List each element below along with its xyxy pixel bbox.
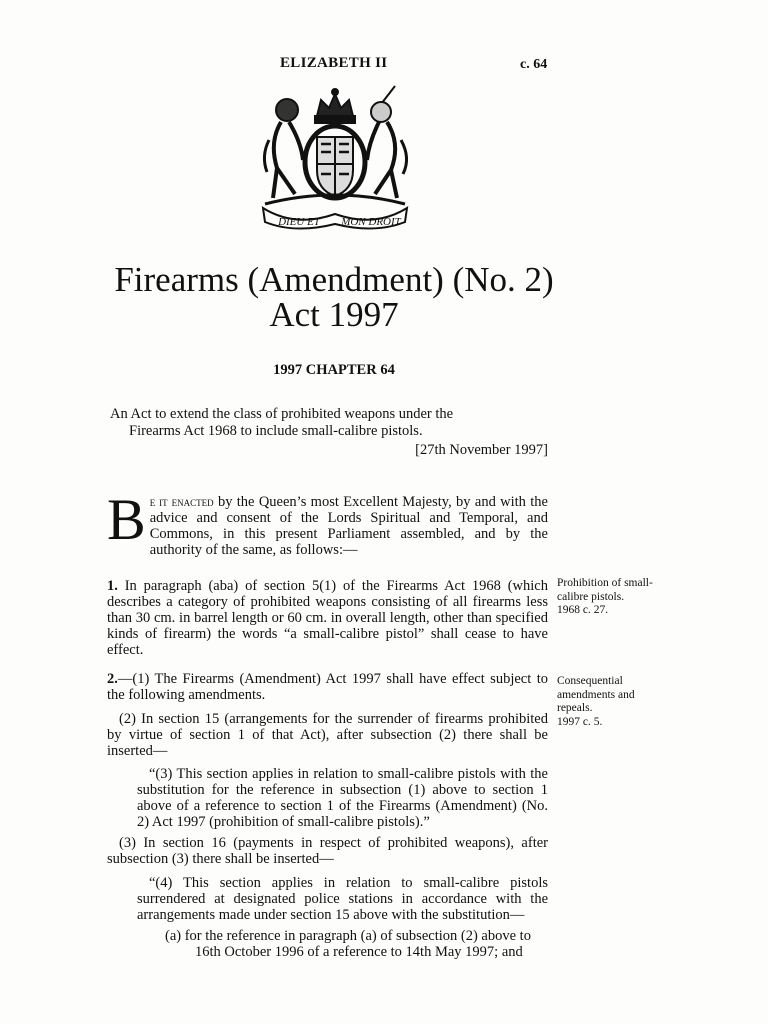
motto-left: DIEU ET xyxy=(278,216,320,228)
enacting-smallcaps: e it enacted xyxy=(149,494,214,509)
section-2-subsection-2: (2) In section 15 (arrangements for the surrender of firearms prohibited by virtue of section 1 of that Act), after subsection (2) there shall be inserted— xyxy=(107,711,548,759)
margin-citation: 1997 c. 5. xyxy=(557,715,603,728)
inserted-text-subsection-4: “(4) This section applies in relation to small-calibre pistols surrendered at designated police stations in accordance with the arrangements made under section 15 above with the substitution— xyxy=(137,875,548,923)
inserted-text-subsection-3: “(3) This section applies in relation to small-calibre pistols with the substitution for the reference in subsection (1) above to section 1 above of a reference to section 1 of the Firearms (Amendment) (No. 2) Act 1997 (prohibition of small-calibre pistols).” xyxy=(137,766,548,830)
section-number: 1. xyxy=(107,578,118,594)
drop-cap: B xyxy=(107,487,146,552)
section-number: 2. xyxy=(107,671,118,687)
section-2-subsection-3: (3) In section 16 (payments in respect of prohibited weapons), after subsection (3) there shall be inserted— xyxy=(107,835,548,867)
section-text: In paragraph (aba) of section 5(1) of the Firearms Act 1968 (which describes a category of prohibited weapons consisting of all firearms less than 30 cm. in barrel length or 60 cm. in overall length, other than specified kinds of firearm) the words “a small-calibre pistol” shall cease to have effect. xyxy=(107,578,548,658)
chapter-reference: c. 64 xyxy=(520,57,548,72)
act-title-line2: Act 1997 xyxy=(269,295,399,334)
margin-citation: 1968 c. 27. xyxy=(557,604,609,616)
long-title-line2: Firearms Act 1968 to include small-calibre pistols. xyxy=(129,423,423,439)
enacting-text: by the Queen’s most Excellent Majesty, by and with the advice and consent of the Lords Spiritual and Temporal, and Commons, in this present Parliament assembled, and by the authority of the same, as follows:— xyxy=(149,494,548,558)
margin-note-section-2 xyxy=(557,675,657,729)
long-title xyxy=(110,406,548,440)
motto-right: MON DROIT xyxy=(341,216,401,228)
section-text: —(1) The Firearms (Amendment) Act 1997 shall have effect subject to the following amendments. xyxy=(107,671,548,703)
margin-heading: Prohibition of small-calibre pistols. xyxy=(557,577,653,603)
paragraph-a-line2: 16th October 1996 of a reference to 14th May 1997; and xyxy=(195,944,523,960)
section-2-subsection-1 xyxy=(107,671,548,703)
paragraph-a xyxy=(165,928,548,960)
enacting-formula xyxy=(107,487,548,558)
chapter-heading: 1997 CHAPTER 64 xyxy=(273,362,395,378)
running-header: ELIZABETH II xyxy=(280,55,388,71)
section-1 xyxy=(107,578,548,658)
act-title xyxy=(0,262,668,332)
paragraph-a-line1: (a) for the reference in paragraph (a) of subsection (2) above to xyxy=(165,928,531,944)
royal-assent-date: [27th November 1997] xyxy=(415,442,548,458)
long-title-line1: An Act to extend the class of prohibited weapons under the xyxy=(110,406,454,422)
act-title-line1: Firearms (Amendment) (No. 2) xyxy=(114,260,554,299)
margin-heading: Consequential amendments and repeals. xyxy=(557,675,635,714)
margin-note-section-1 xyxy=(557,577,657,618)
royal-coat-of-arms-icon xyxy=(255,82,415,234)
